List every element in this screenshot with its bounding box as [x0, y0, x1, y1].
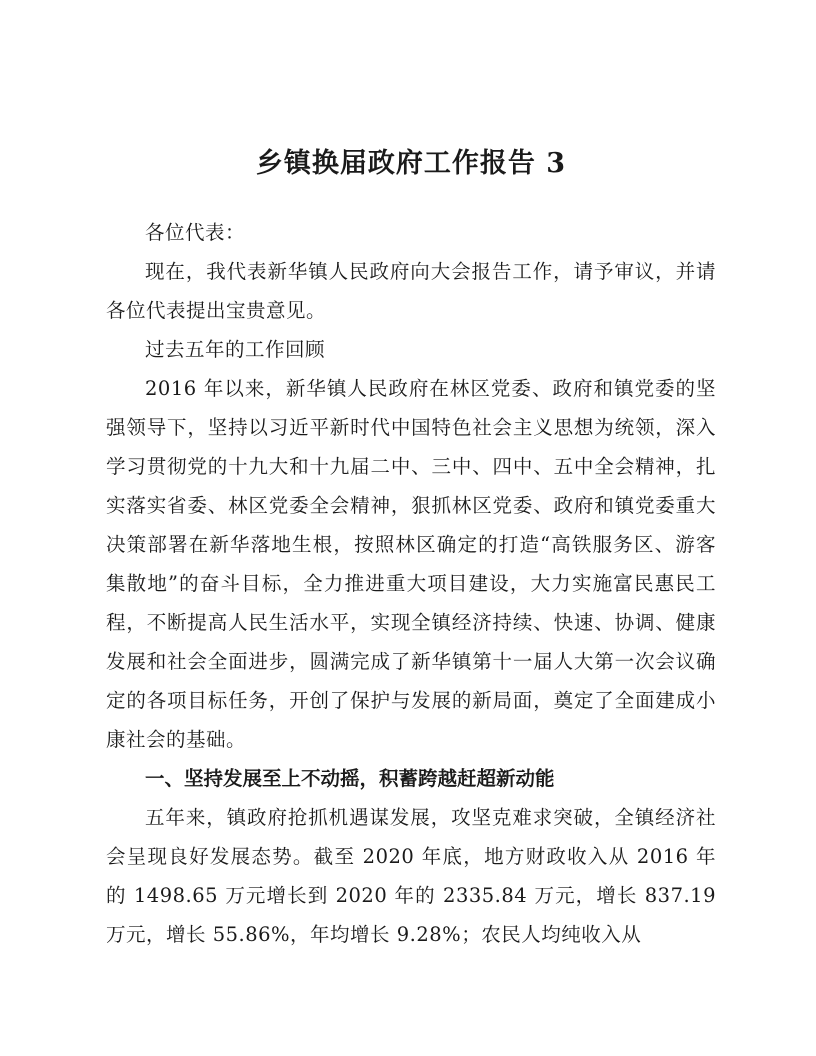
section-heading-1: 一、坚持发展至上不动摇，积蓄跨越赶超新动能: [145, 767, 555, 790]
section-label: 过去五年的工作回顾: [145, 338, 326, 361]
intro-paragraph: 现在，我代表新华镇人民政府向大会报告工作，请予审议，并请各位代表提出宝贵意见。: [106, 260, 716, 322]
development-paragraph: 五年来，镇政府抢抓机遇谋发展，攻坚克难求突破，全镇经济社会呈现良好发展态势。截至 2020 年底，地方财政收入从 2016 年的 1498.65 万元增长到 2020 年的 2335.84 万元，增长 837.19 万元，增长 55.86%，年均增长 9.28%；农民人均纯收入从: [106, 806, 716, 946]
review-paragraph: 2016 年以来，新华镇人民政府在林区党委、政府和镇党委的坚强领导下，坚持以习近平新时代中国特色社会主义思想为统领，深入学习贯彻党的十九大和十九届二中、三中、四中、五中全会精神，扎实落实省委、林区党委全会精神，狠抓林区党委、政府和镇党委重大决策部署在新华落地生根，按照林区确定的打造“高铁服务区、游客集散地”的奋斗目标，全力推进重大项目建设，大力实施富民惠民工程，不断提高人民生活水平，实现全镇经济持续、快速、协调、健康发展和社会全面进步，圆满完成了新华镇第十一届人大第一次会议确定的各项目标任务，开创了保护与发展的新局面，奠定了全面建成小康社会的基础。: [106, 377, 716, 751]
document-title: 乡镇换届政府工作报告 3: [255, 148, 567, 179]
salutation: 各位代表：: [145, 221, 246, 244]
